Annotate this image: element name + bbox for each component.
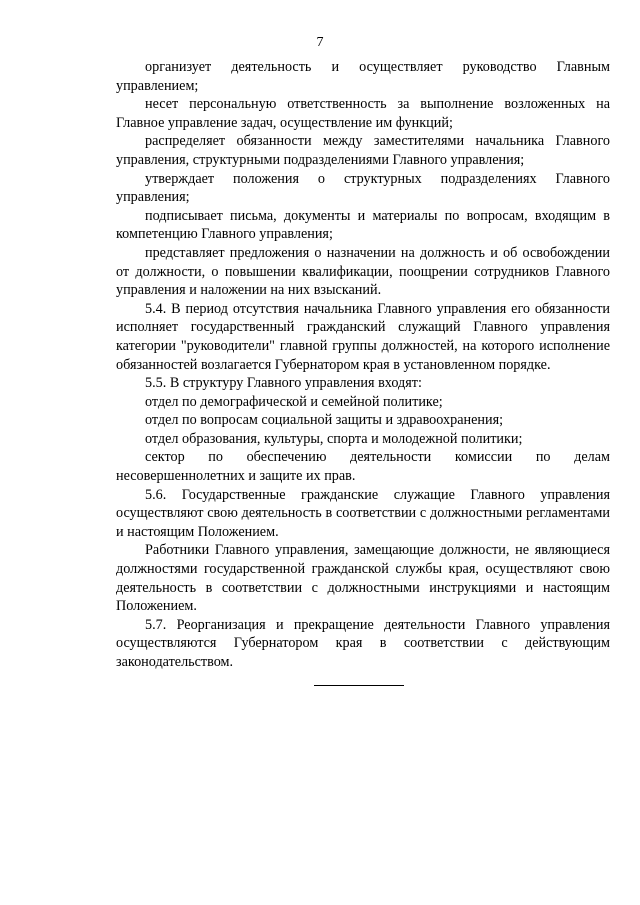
paragraph-section-5-6: 5.6. Государственные гражданские служащие Главного управления осуществляют свою деятельность в соответствии с должностными регламентами и настоящим Положением. — [116, 486, 610, 540]
paragraph-distributes-duties: распределяет обязанности между заместителями начальника Главного управления, структурными подразделениями Главного управления; — [116, 133, 610, 168]
end-of-document-line — [314, 685, 404, 686]
paragraph-personal-responsibility: несет персональную ответственность за выполнение возложенных на Главное управление задач, осуществление им функций; — [116, 96, 610, 131]
list-item-social-protection-department: отдел по вопросам социальной защиты и здравоохранения; — [145, 412, 504, 429]
paragraph-section-5-5: 5.5. В структуру Главного управления входят: — [145, 375, 422, 392]
paragraph-section-5-4: 5.4. В период отсутствия начальника Главного управления его обязанности исполняет государственный гражданский служащий Главного управления категории "руководители" главной группы должностей, на которого исполнение обязанностей возлагается Губернатором края в установленном порядке. — [116, 300, 610, 373]
paragraph-employees: Работники Главного управления, замещающие должности, не являющиеся должностями государственной гражданской службы края, осуществляют свою деятельность в соответствии с должностными инструкциями и настоящим Положением. — [116, 542, 610, 615]
page-number: 7 — [316, 35, 324, 50]
paragraph-organizes-activity: организует деятельность и осуществляет руководство Главным управлением; — [116, 59, 610, 94]
list-item-demographic-department: отдел по демографической и семейной политике; — [145, 393, 443, 410]
list-item-education-department: отдел образования, культуры, спорта и молодежной политики; — [145, 430, 523, 447]
list-item-minors-commission-sector: сектор по обеспечению деятельности комиссии по делам несовершеннолетних и защите их прав. — [116, 449, 610, 485]
paragraph-signs-documents: подписывает письма, документы и материалы по вопросам, входящим в компетенцию Главного управления; — [116, 207, 610, 243]
paragraph-approves-regulations: утверждает положения о структурных подразделениях Главного управления; — [116, 170, 610, 206]
paragraph-section-5-7: 5.7. Реорганизация и прекращение деятельности Главного управления осуществляются Губернатором края в соответствии с действующим законодательством. — [116, 616, 610, 670]
paragraph-submits-proposals: представляет предложения о назначении на должность и об освобождении от должности, о повышении квалификации, поощрении сотрудников Главного управления и наложении на них взысканий. — [116, 244, 610, 299]
document-body — [116, 58, 610, 672]
